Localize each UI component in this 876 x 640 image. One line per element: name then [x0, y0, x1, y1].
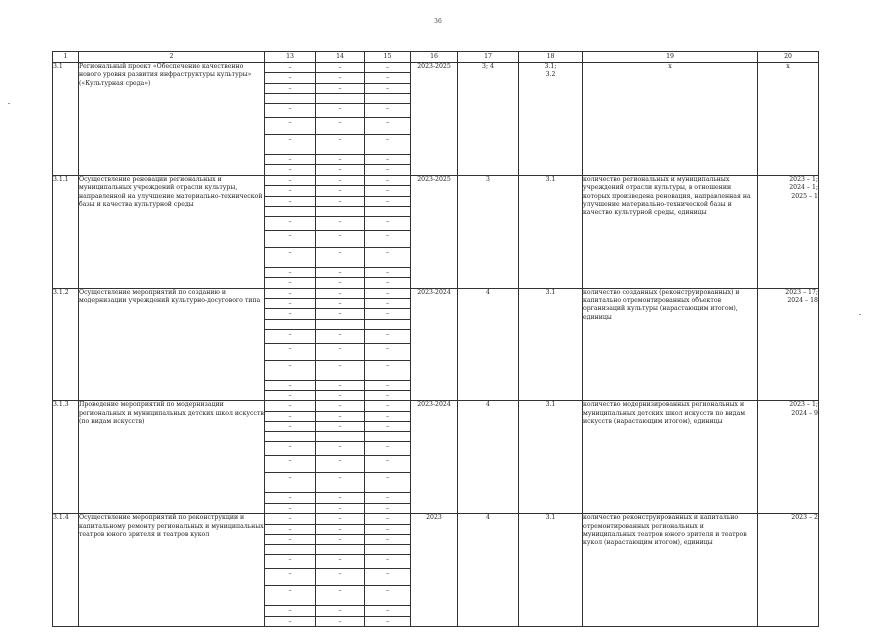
col17-cell: 4	[458, 514, 519, 627]
subcolumn-cell-13	[265, 401, 316, 514]
dash-cell: –	[365, 569, 410, 586]
col-header: 17	[458, 52, 519, 63]
dash-cell	[265, 320, 315, 330]
dash-cell: –	[365, 73, 410, 83]
dash-cell: –	[316, 309, 364, 319]
dash-cell: –	[338, 504, 342, 512]
dash-cell	[265, 432, 315, 442]
col17-cell: 3; 4	[458, 63, 519, 176]
dash-cell: –	[265, 135, 315, 155]
dash-cell: –	[316, 344, 364, 361]
dash-cell: –	[316, 217, 364, 231]
dash-cell: –	[265, 84, 315, 94]
dash-cell: –	[265, 299, 315, 309]
dash-cell: –	[365, 555, 410, 569]
col17-cell: 4	[458, 401, 519, 514]
col-header: 1	[53, 52, 79, 63]
dash-cell: –	[288, 166, 292, 174]
dash-cell: –	[316, 422, 364, 432]
dash-cell: –	[365, 135, 410, 155]
dash-cell: –	[365, 176, 410, 186]
indicator-cell: количество созданных (реконструированных) и капитально отремонтированных объектов организаций культуры (нарастающим итогом), единицы	[583, 288, 758, 401]
dash-cell: –	[316, 569, 364, 586]
dash-cell: –	[265, 606, 315, 616]
dash-cell: –	[288, 504, 292, 512]
dash-cell: –	[365, 231, 410, 248]
item-name: Осуществление мероприятий по реконструкции и капитальному ремонту региональных и муниципальных театров юного зрителя и театров кукол	[79, 514, 265, 627]
value-cell: 2023 – 17; 2024 – 18	[758, 288, 819, 401]
col-header: 14	[316, 52, 365, 63]
dash-cell	[365, 320, 410, 330]
dash-cell: –	[338, 617, 342, 625]
item-number: 3.1.2	[53, 288, 79, 401]
dash-cell: –	[316, 231, 364, 248]
subcolumn-cell-14	[316, 175, 365, 288]
subcolumn-cell-15	[365, 514, 411, 627]
dash-cell: –	[265, 186, 315, 196]
dash-cell: –	[316, 330, 364, 344]
subcolumn-cell-13	[265, 514, 316, 627]
dash-cell: –	[265, 330, 315, 344]
dash-cell: –	[316, 401, 364, 411]
table-row	[53, 175, 819, 288]
dash-cell: –	[265, 309, 315, 319]
table-row	[53, 288, 819, 401]
dash-cell: –	[265, 442, 315, 456]
dash-cell: –	[265, 231, 315, 248]
dash-cell: –	[265, 118, 315, 135]
dash-cell: –	[316, 118, 364, 135]
dash-cell: –	[365, 422, 410, 432]
subcolumn-cell-14	[316, 401, 365, 514]
dash-cell: –	[265, 104, 315, 118]
sub-grid	[365, 401, 410, 513]
dash-cell: –	[316, 289, 364, 299]
table-row	[53, 63, 819, 176]
dash-cell: –	[365, 493, 410, 503]
dash-cell	[365, 94, 410, 104]
subcolumn-cell-14	[316, 288, 365, 401]
dash-cell: –	[365, 155, 410, 165]
period-cell: 2023-2025	[411, 63, 458, 176]
dash-cell	[265, 207, 315, 217]
dash-cell: –	[338, 392, 342, 400]
col17-cell: 4	[458, 288, 519, 401]
item-name: Осуществление мероприятий по созданию и модернизации учреждений культурно-досугового типа	[79, 288, 265, 401]
col-header: 19	[583, 52, 758, 63]
period-cell: 2023-2024	[411, 401, 458, 514]
dash-cell: –	[365, 63, 410, 73]
col-header: 2	[79, 52, 265, 63]
sub-grid	[265, 63, 315, 175]
dash-cell: –	[265, 493, 315, 503]
period-cell: 2023-2025	[411, 175, 458, 288]
period-cell: 2023-2024	[411, 288, 458, 401]
sub-grid	[365, 63, 410, 175]
page-number: 36	[434, 18, 442, 25]
dash-cell: –	[365, 344, 410, 361]
scan-speck	[859, 314, 861, 315]
sub-grid	[365, 514, 410, 626]
dash-cell: –	[265, 73, 315, 83]
dash-cell: –	[316, 197, 364, 207]
item-name: Осуществление реновации региональных и муниципальных учреждений отрасли культуры, направленной на улучшение материально-технической базы и качества культурной среды	[79, 175, 265, 288]
indicator-cell: количество реконструированных и капитально отремонтированных региональных и муниципальных театров юного зрителя и театров кукол (нарастающим итогом), единицы	[583, 514, 758, 627]
item-number: 3.1	[53, 63, 79, 176]
dash-cell: –	[365, 456, 410, 473]
dash-cell: –	[265, 361, 315, 381]
dash-cell: –	[288, 617, 292, 625]
dash-cell: –	[265, 381, 315, 391]
sub-grid	[365, 289, 410, 401]
col18-cell: 3.1; 3.2	[519, 63, 583, 176]
col18-cell: 3.1	[519, 288, 583, 401]
dash-cell: –	[316, 84, 364, 94]
sub-grid	[265, 514, 315, 626]
dash-cell	[265, 545, 315, 555]
dash-cell: –	[385, 504, 390, 512]
sub-grid	[265, 289, 315, 401]
item-number: 3.1.3	[53, 401, 79, 514]
subcolumn-cell-14	[316, 63, 365, 176]
dash-cell: –	[265, 555, 315, 569]
dash-cell: –	[316, 155, 364, 165]
dash-cell: –	[265, 535, 315, 545]
dash-cell: –	[316, 473, 364, 493]
dash-cell: –	[265, 525, 315, 535]
dash-cell: –	[265, 248, 315, 268]
item-name: Проведение мероприятий по модернизации региональных и муниципальных детских школ искусств (по видам искусств)	[79, 401, 265, 514]
dash-cell: –	[288, 279, 292, 287]
column-number-row	[53, 52, 819, 63]
dash-cell: –	[385, 617, 390, 625]
dash-cell: –	[316, 555, 364, 569]
dash-cell: –	[316, 361, 364, 381]
dash-cell: –	[316, 63, 364, 73]
dash-cell: –	[338, 279, 342, 287]
dash-cell: –	[365, 606, 410, 616]
dash-cell: –	[338, 166, 342, 174]
dash-cell: –	[316, 248, 364, 268]
dash-cell: –	[316, 176, 364, 186]
dash-cell: –	[316, 104, 364, 118]
item-number: 3.1.4	[53, 514, 79, 627]
dash-cell: –	[265, 422, 315, 432]
dash-cell: –	[316, 186, 364, 196]
dash-cell: –	[316, 135, 364, 155]
subcolumn-cell-14	[316, 514, 365, 627]
sub-grid	[316, 176, 364, 288]
dash-cell: –	[365, 586, 410, 606]
item-name: Региональный проект «Обеспечение качественно нового уровня развития инфраструктуры культуры» («Культурная среда»)	[79, 63, 265, 176]
dash-cell: –	[265, 412, 315, 422]
dash-cell: –	[316, 268, 364, 278]
dash-cell: –	[265, 586, 315, 606]
dash-cell: –	[365, 118, 410, 135]
dash-cell: –	[365, 473, 410, 493]
sub-grid	[265, 176, 315, 288]
dash-cell: –	[265, 401, 315, 411]
dash-cell: –	[316, 586, 364, 606]
dash-cell: –	[265, 569, 315, 586]
sub-grid	[316, 401, 364, 513]
dash-cell: –	[316, 514, 364, 524]
dash-cell: –	[385, 392, 390, 400]
value-cell: 2023 – 1; 2024 – 9	[758, 401, 819, 514]
table-row	[53, 514, 819, 627]
dash-cell	[316, 207, 364, 217]
dash-cell: –	[365, 289, 410, 299]
dash-cell: –	[365, 197, 410, 207]
dash-cell: –	[316, 535, 364, 545]
sub-grid	[316, 514, 364, 626]
dash-cell: –	[365, 401, 410, 411]
sub-grid	[265, 401, 315, 513]
dash-cell: –	[265, 63, 315, 73]
indicator-cell: х	[583, 63, 758, 176]
dash-cell: –	[316, 73, 364, 83]
sub-grid	[316, 63, 364, 175]
dash-cell: –	[365, 412, 410, 422]
sub-grid	[365, 176, 410, 288]
dash-cell	[316, 320, 364, 330]
dash-cell: –	[365, 381, 410, 391]
dash-cell: –	[365, 299, 410, 309]
dash-cell: –	[265, 197, 315, 207]
dash-cell: –	[265, 344, 315, 361]
indicator-cell: количество модернизированных региональных и муниципальных детских школ искусств по видам искусств (нарастающим итогом), единицы	[583, 401, 758, 514]
item-number: 3.1.1	[53, 175, 79, 288]
dash-cell	[365, 207, 410, 217]
subcolumn-cell-13	[265, 175, 316, 288]
dash-cell: –	[365, 186, 410, 196]
dash-cell: –	[365, 248, 410, 268]
dash-cell: –	[265, 155, 315, 165]
col-header: 18	[519, 52, 583, 63]
dash-cell: –	[365, 84, 410, 94]
subcolumn-cell-15	[365, 401, 411, 514]
dash-cell: –	[365, 514, 410, 524]
dash-cell: –	[316, 525, 364, 535]
dash-cell: –	[365, 104, 410, 118]
period-cell: 2023	[411, 514, 458, 627]
dash-cell: –	[316, 456, 364, 473]
dash-cell: –	[265, 456, 315, 473]
dash-cell: –	[365, 361, 410, 381]
scan-speck	[8, 103, 10, 104]
col-header: 13	[265, 52, 316, 63]
col18-cell: 3.1	[519, 514, 583, 627]
col17-cell: 3	[458, 175, 519, 288]
dash-cell: –	[265, 514, 315, 524]
dash-cell: –	[265, 176, 315, 186]
subcolumn-cell-13	[265, 63, 316, 176]
col-header: 15	[365, 52, 411, 63]
subcolumn-cell-13	[265, 288, 316, 401]
dash-cell: –	[365, 309, 410, 319]
value-cell: 2023 – 1; 2024 – 1; 2025 – 1	[758, 175, 819, 288]
dash-cell: –	[265, 217, 315, 231]
dash-cell	[365, 432, 410, 442]
value-cell: 2023 – 2	[758, 514, 819, 627]
dash-cell: –	[265, 289, 315, 299]
dash-cell: –	[316, 442, 364, 456]
dash-cell	[316, 432, 364, 442]
table-row	[53, 401, 819, 514]
dash-cell	[265, 94, 315, 104]
dash-cell: –	[316, 606, 364, 616]
dash-cell: –	[265, 268, 315, 278]
col18-cell: 3.1	[519, 401, 583, 514]
subcolumn-cell-15	[365, 63, 411, 176]
dash-cell: –	[365, 535, 410, 545]
dash-cell	[316, 94, 364, 104]
col-header: 20	[758, 52, 819, 63]
indicator-cell: количество региональных и муниципальных учреждений отрасли культуры, в отношении которых произведена реновация, направленная на улучшение материально-технической базы и качество культурной среды, единицы	[583, 175, 758, 288]
sub-grid	[316, 289, 364, 401]
dash-cell: –	[316, 493, 364, 503]
col18-cell: 3.1	[519, 175, 583, 288]
col-header: 16	[411, 52, 458, 63]
program-activities-table	[52, 51, 819, 627]
dash-cell: –	[316, 299, 364, 309]
dash-cell: –	[385, 279, 390, 287]
dash-cell	[365, 545, 410, 555]
dash-cell: –	[365, 525, 410, 535]
dash-cell: –	[365, 442, 410, 456]
dash-cell: –	[365, 330, 410, 344]
dash-cell: –	[365, 268, 410, 278]
dash-cell: –	[365, 217, 410, 231]
dash-cell: –	[316, 412, 364, 422]
dash-cell: –	[288, 392, 292, 400]
subcolumn-cell-15	[365, 175, 411, 288]
dash-cell: –	[265, 473, 315, 493]
value-cell: х	[758, 63, 819, 176]
dash-cell: –	[385, 166, 390, 174]
dash-cell	[316, 545, 364, 555]
dash-cell: –	[316, 381, 364, 391]
subcolumn-cell-15	[365, 288, 411, 401]
